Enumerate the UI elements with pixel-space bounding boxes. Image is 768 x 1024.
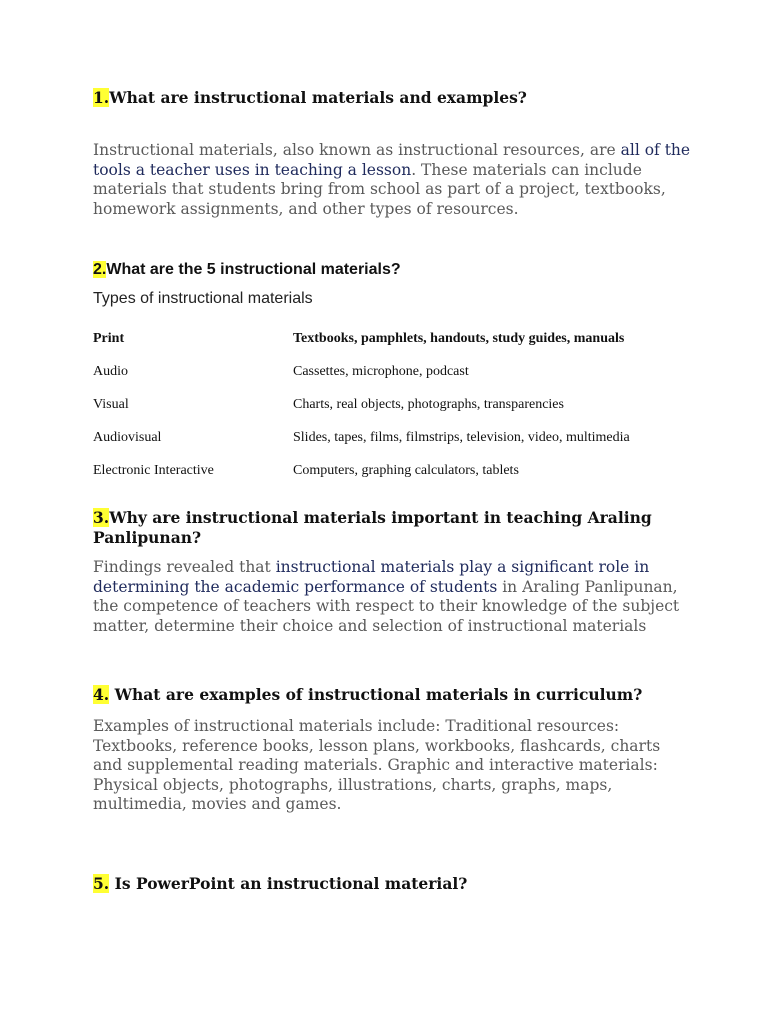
question-1-text: What are instructional materials and examples? — [109, 88, 527, 107]
question-2-heading — [93, 260, 401, 280]
types-table-examples: Charts, real objects, photographs, transparencies — [293, 397, 564, 412]
types-table-type: Visual — [93, 397, 129, 412]
types-table-examples: Slides, tapes, films, filmstrips, television, video, multimedia — [293, 430, 630, 445]
question-3-heading — [93, 508, 693, 548]
types-table-examples: Cassettes, microphone, podcast — [293, 364, 469, 379]
question-4-number: 4. — [93, 685, 110, 704]
question-2-text: What are the 5 instructional materials? — [106, 261, 401, 278]
question-4-heading — [93, 685, 642, 705]
types-table-row-print — [93, 331, 693, 349]
answer-1-text-end: . These materials can include materials that students bring from school as part of a project, textbooks, homework assignments, and other types of resources. — [93, 160, 666, 218]
types-table-row — [93, 463, 693, 481]
answer-3-text-start: Findings revealed that — [93, 558, 276, 576]
question-5-number: 5. — [93, 874, 110, 893]
types-table-examples: Computers, graphing calculators, tablets — [293, 463, 519, 478]
answer-3-text-end: in Araling Panlipunan, the competence of teachers with respect to their knowledge of the subject matter, determine their choice and selection of instructional materials — [93, 577, 680, 635]
question-1-number: 1. — [93, 88, 110, 107]
answer-1-emphasis: all of the tools a teacher uses in teaching a lesson — [93, 141, 691, 179]
question-3-text: Why are instructional materials important in teaching Araling Panlipunan? — [93, 508, 652, 547]
types-table-type: Audio — [93, 364, 128, 379]
types-title: Types of instructional materials — [93, 290, 313, 307]
types-table-row — [93, 364, 693, 382]
question-5-heading — [93, 874, 467, 894]
question-5-text: Is PowerPoint an instructional material? — [109, 874, 468, 893]
types-table-type: Electronic Interactive — [93, 463, 214, 478]
question-3-number: 3. — [93, 508, 110, 527]
answer-1-text-start: Instructional materials, also known as instructional resources, are — [93, 141, 621, 159]
answer-3-emphasis: instructional materials play a significant role in determining the academic performance of students — [93, 558, 650, 596]
answer-3-paragraph — [93, 558, 688, 636]
question-1-heading — [93, 88, 527, 108]
types-table-type: Audiovisual — [93, 430, 162, 445]
answer-4-paragraph: Examples of instructional materials include: Traditional resources: Textbooks, reference books, lesson plans, workbooks, flashcards, charts and supplemental reading materials. Graphic and interactive materials: Physical objects, photographs, illustrations, charts, graphs, maps, multimedia, movies and games. — [93, 717, 661, 814]
types-table-examples: Textbooks, pamphlets, handouts, study guides, manuals — [293, 331, 625, 346]
question-2-number: 2. — [93, 261, 107, 278]
question-4-text: What are examples of instructional materials in curriculum? — [109, 685, 643, 704]
answer-1-paragraph — [93, 141, 693, 219]
types-table-type: Print — [93, 331, 125, 346]
types-table-row — [93, 397, 693, 415]
types-table-row — [93, 430, 693, 448]
